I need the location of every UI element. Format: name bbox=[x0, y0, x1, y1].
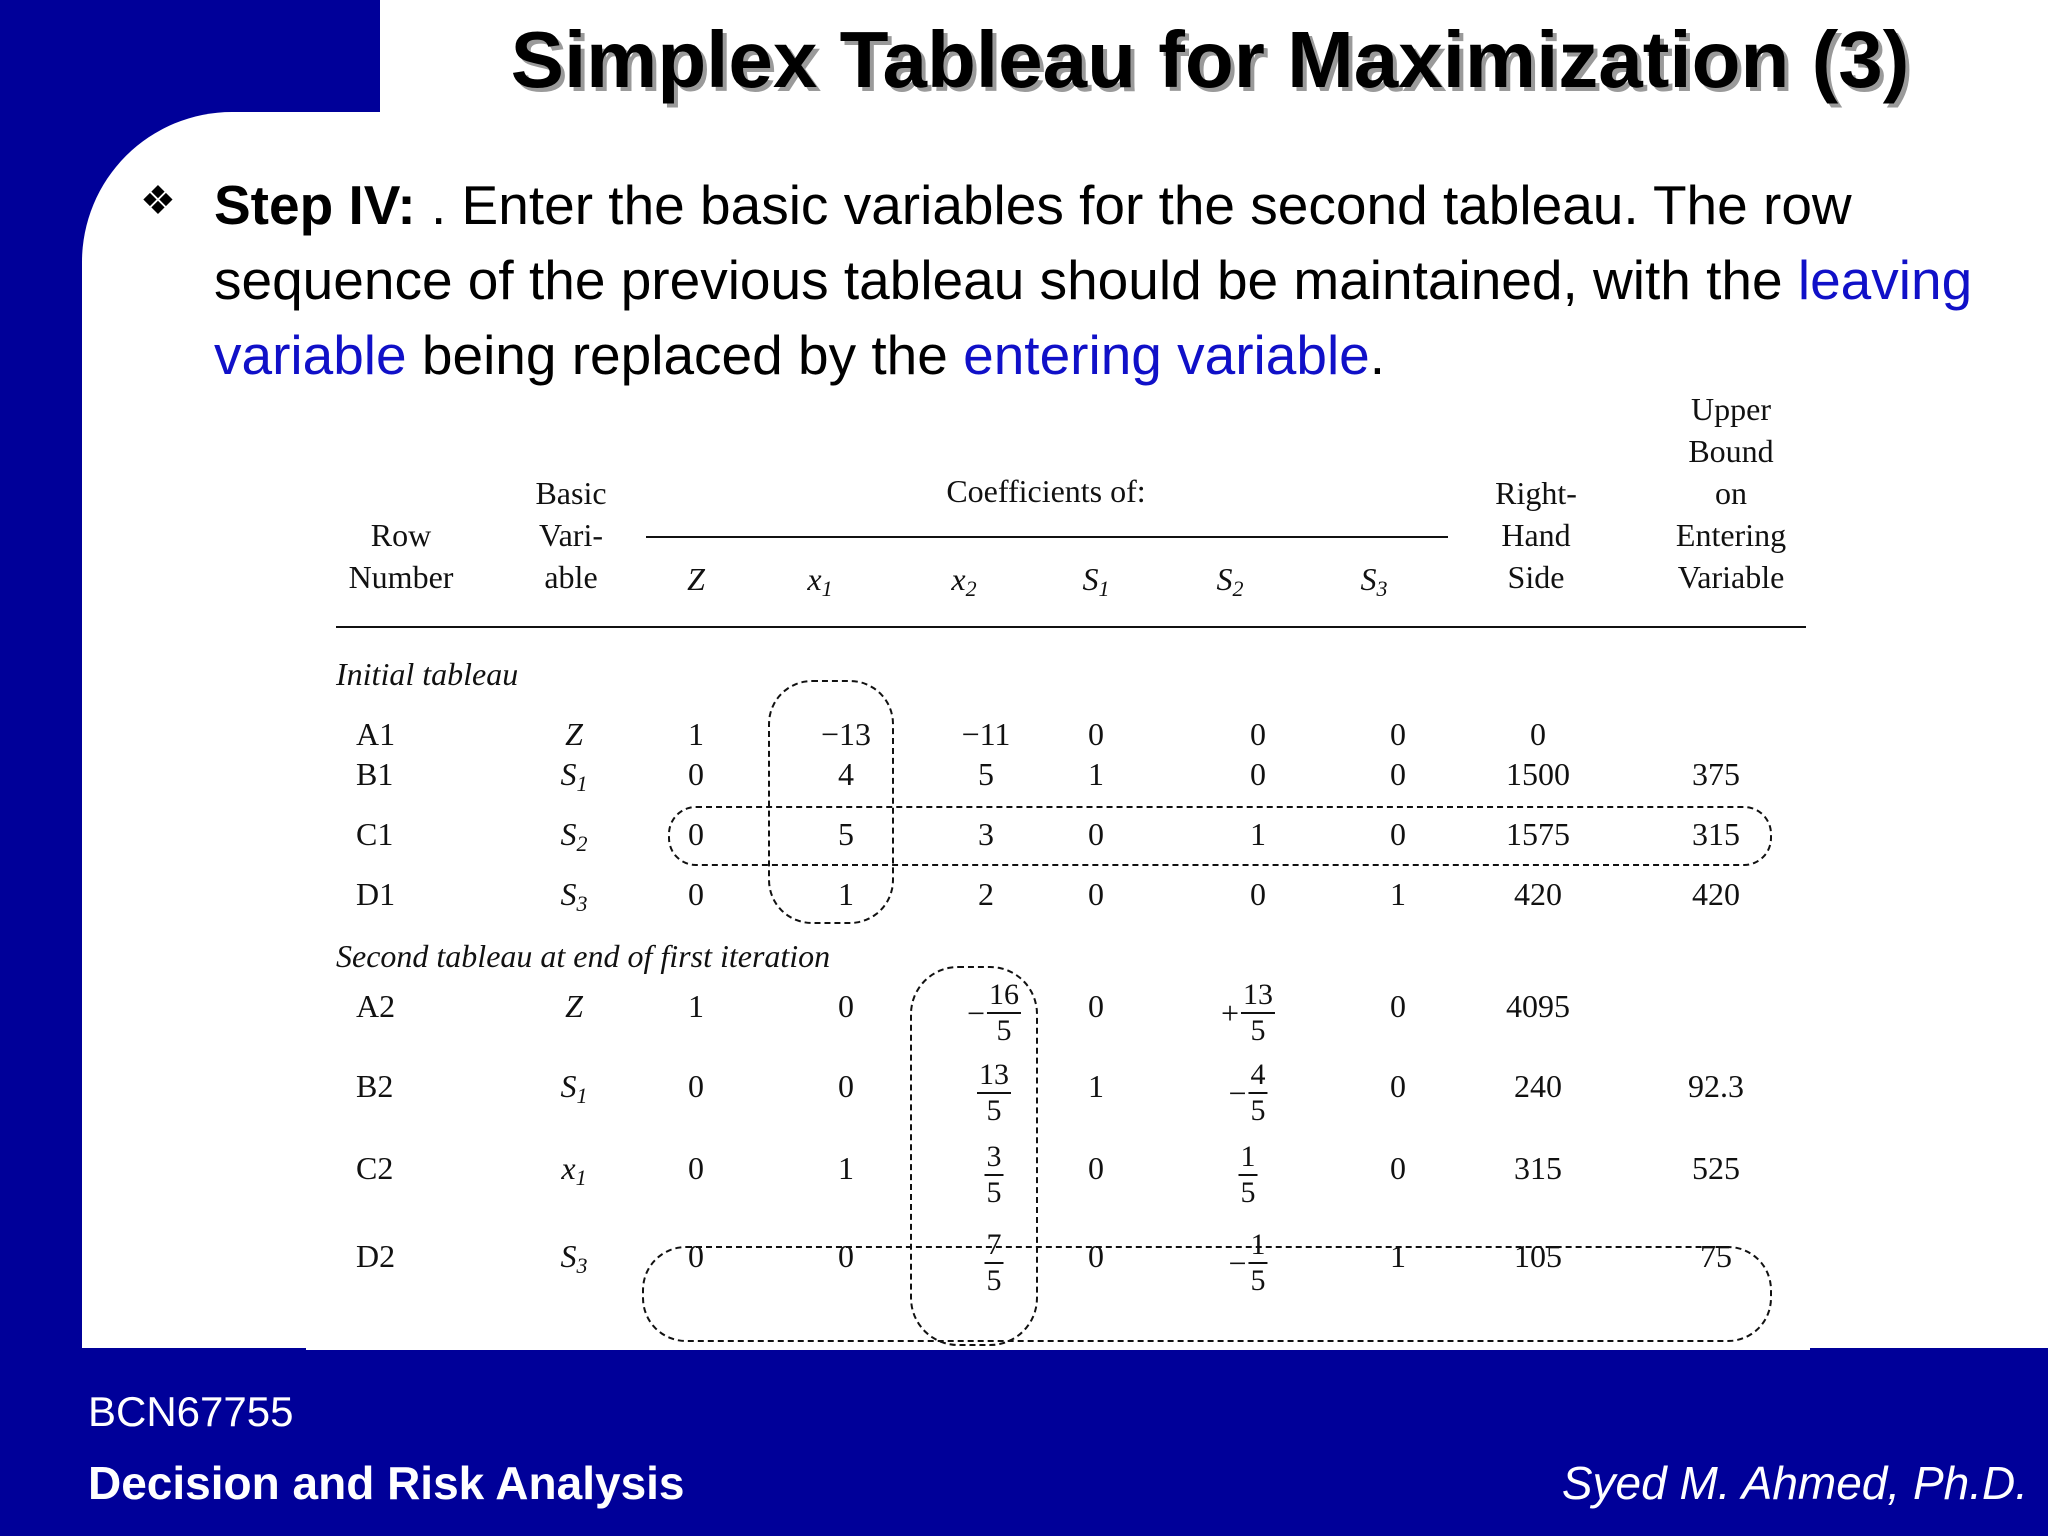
fraction-denominator: 5 bbox=[986, 1094, 1002, 1127]
header-s3-base: S bbox=[1360, 561, 1377, 597]
initial-row-2-s2: 0 bbox=[1250, 756, 1266, 792]
initial-row-3-s1: 0 bbox=[1088, 816, 1104, 852]
fraction-denominator: 5 bbox=[986, 1264, 1002, 1297]
header-ub-line2: Bound bbox=[1688, 433, 1774, 469]
second-row-2-basic bbox=[561, 1070, 588, 1107]
header-s1 bbox=[1083, 558, 1110, 610]
header-rhs-line2: Hand bbox=[1501, 517, 1571, 553]
bullet-text-1: . Enter the basic variables for the second tableau. The row sequence of the previous tableau should be maintained, with the bbox=[214, 174, 1852, 311]
fraction-numerator: 7 bbox=[985, 1230, 1004, 1264]
header-rhs-line1: Right- bbox=[1495, 475, 1577, 511]
second-row-2-number: B2 bbox=[356, 1068, 394, 1104]
initial-row-3-z: 0 bbox=[688, 816, 704, 852]
initial-row-4-s2: 0 bbox=[1250, 876, 1266, 912]
initial-row-1-x2: −11 bbox=[961, 716, 1011, 752]
fraction-numerator: 1 bbox=[1239, 1142, 1258, 1176]
header-s1-base: S bbox=[1082, 561, 1099, 597]
second-row-2-x1: 0 bbox=[838, 1068, 854, 1104]
initial-row-3-ub: 315 bbox=[1692, 816, 1740, 852]
basic-variable-subscript: 1 bbox=[576, 1083, 588, 1108]
initial-row-4-rhs: 420 bbox=[1514, 876, 1562, 912]
slide-title: Simplex Tableau for Maximization (3) bbox=[510, 15, 1910, 104]
header-ub-line5: Variable bbox=[1677, 559, 1785, 595]
header-row-number-line1: Row bbox=[370, 517, 432, 553]
initial-row-4-basic bbox=[561, 878, 588, 915]
fraction-numerator: 13 bbox=[1241, 980, 1275, 1014]
section-second-tableau: Second tableau at end of first iteration bbox=[336, 938, 831, 974]
header-z: Z bbox=[687, 561, 705, 597]
header-basic-line2: Vari- bbox=[539, 517, 603, 553]
header-ub-line1: Upper bbox=[1691, 391, 1771, 427]
initial-row-4-s1: 0 bbox=[1088, 876, 1104, 912]
initial-row-1-s1: 0 bbox=[1088, 716, 1104, 752]
header-right-hand-side bbox=[1495, 472, 1577, 598]
basic-variable-symbol: S bbox=[560, 1068, 577, 1104]
basic-variable-subscript: 1 bbox=[576, 771, 588, 796]
simplex-table bbox=[306, 391, 1810, 1350]
second-row-2-ub: 92.3 bbox=[1688, 1068, 1744, 1104]
header-basic-line1: Basic bbox=[535, 475, 607, 511]
header-ub-line4: Entering bbox=[1675, 517, 1787, 553]
header-s3-sub: 3 bbox=[1376, 576, 1388, 601]
second-row-2-s1: 1 bbox=[1088, 1068, 1104, 1104]
pivot-column-highlight bbox=[768, 680, 894, 924]
second-row-4-s3: 1 bbox=[1390, 1238, 1406, 1274]
header-s1-sub: 1 bbox=[1098, 576, 1110, 601]
second-row-1-s2 bbox=[1221, 980, 1275, 1046]
second-row-3-s1: 0 bbox=[1088, 1150, 1104, 1186]
fraction-denominator: 5 bbox=[1240, 1176, 1256, 1209]
basic-variable-symbol: S bbox=[560, 816, 577, 852]
second-row-3-rhs: 315 bbox=[1514, 1150, 1562, 1186]
initial-row-3-s3: 0 bbox=[1390, 816, 1406, 852]
second-row-1-s1: 0 bbox=[1088, 988, 1104, 1024]
initial-row-3-number: C1 bbox=[356, 816, 394, 852]
initial-row-4-x1: 1 bbox=[838, 876, 854, 912]
header-basic-variable bbox=[535, 472, 606, 598]
fraction-denominator: 5 bbox=[1250, 1094, 1266, 1127]
header-s2-sub: 2 bbox=[1232, 576, 1244, 601]
diamond-bullet-icon: ❖ bbox=[140, 179, 176, 223]
second-row-1-rhs: 4095 bbox=[1506, 988, 1570, 1024]
basic-variable-symbol: Z bbox=[565, 716, 583, 752]
second-row-2-s3: 0 bbox=[1390, 1068, 1406, 1104]
header-x1-sub: 1 bbox=[821, 576, 833, 601]
header-x2-base: x bbox=[951, 561, 966, 597]
initial-row-4-x2: 2 bbox=[978, 876, 994, 912]
initial-row-2-x2: 5 bbox=[978, 756, 994, 792]
initial-row-3-rhs: 1575 bbox=[1506, 816, 1570, 852]
course-name: Decision and Risk Analysis bbox=[88, 1457, 685, 1509]
header-row-number bbox=[349, 514, 454, 598]
basic-variable-symbol: S bbox=[560, 756, 577, 792]
initial-row-4-z: 0 bbox=[688, 876, 704, 912]
initial-row-2-ub: 375 bbox=[1692, 756, 1740, 792]
initial-row-4-ub: 420 bbox=[1692, 876, 1740, 912]
basic-variable-symbol: x bbox=[561, 1150, 576, 1186]
initial-row-2-rhs: 1500 bbox=[1506, 756, 1570, 792]
fraction-denominator: 5 bbox=[996, 1014, 1012, 1047]
fraction-numerator: 4 bbox=[1249, 1060, 1268, 1094]
initial-row-4-s3: 1 bbox=[1390, 876, 1406, 912]
second-row-1-s3: 0 bbox=[1390, 988, 1406, 1024]
initial-row-4-number: D1 bbox=[356, 876, 396, 912]
header-x2 bbox=[951, 558, 976, 610]
fraction-denominator: 5 bbox=[986, 1176, 1002, 1209]
basic-variable-subscript: 2 bbox=[576, 831, 588, 856]
fraction-numerator: 1 bbox=[1249, 1230, 1268, 1264]
initial-row-1-rhs: 0 bbox=[1530, 716, 1546, 752]
fraction-sign: − bbox=[1228, 1245, 1247, 1281]
header-coefficients: Coefficients of: bbox=[946, 473, 1146, 509]
coefficients-rule bbox=[646, 536, 1448, 538]
second-row-4-ub: 75 bbox=[1700, 1238, 1732, 1274]
initial-row-1-s2: 0 bbox=[1250, 716, 1266, 752]
header-rule bbox=[336, 626, 1806, 628]
basic-variable-symbol: S bbox=[560, 876, 577, 912]
fraction-denominator: 5 bbox=[1250, 1264, 1266, 1297]
entering-variable-highlight: entering variable bbox=[963, 324, 1370, 386]
author-name: Syed M. Ahmed, Ph.D. bbox=[1561, 1457, 2028, 1509]
header-basic-line3: able bbox=[544, 559, 598, 595]
second-row-4-rhs: 105 bbox=[1514, 1238, 1562, 1274]
second-row-3-number: C2 bbox=[356, 1150, 394, 1186]
leaving-variable-highlight: leaving variable bbox=[214, 249, 1973, 386]
header-x1-base: x bbox=[807, 561, 822, 597]
fraction-sign: − bbox=[966, 995, 986, 1031]
initial-row-2-s3: 0 bbox=[1390, 756, 1406, 792]
second-row-4-number: D2 bbox=[356, 1238, 396, 1274]
initial-row-1-z: 1 bbox=[688, 716, 704, 752]
pivot-row-highlight bbox=[668, 806, 1772, 866]
second-row-2-z: 0 bbox=[688, 1068, 704, 1104]
second-row-1-x1: 0 bbox=[838, 988, 854, 1024]
leaving-row-highlight bbox=[642, 1246, 1772, 1342]
section-initial-tableau: Initial tableau bbox=[336, 656, 519, 692]
initial-row-1-s3: 0 bbox=[1390, 716, 1406, 752]
fraction bbox=[1239, 1142, 1258, 1208]
second-row-3-ub: 525 bbox=[1692, 1150, 1740, 1186]
header-s2 bbox=[1217, 558, 1244, 610]
fraction-sign: + bbox=[1220, 995, 1240, 1031]
header-upper-bound bbox=[1676, 388, 1786, 598]
initial-row-2-z: 0 bbox=[688, 756, 704, 792]
fraction bbox=[1241, 980, 1275, 1046]
second-row-4-x1: 0 bbox=[838, 1238, 854, 1274]
fraction bbox=[1249, 1060, 1268, 1126]
bullet-text-2: being replaced by the bbox=[406, 324, 964, 386]
basic-variable-subscript: 3 bbox=[576, 1253, 588, 1278]
initial-row-3-s2: 1 bbox=[1250, 816, 1266, 852]
second-row-4-z: 0 bbox=[688, 1238, 704, 1274]
second-row-3-x1: 1 bbox=[838, 1150, 854, 1186]
initial-row-3-basic bbox=[561, 818, 588, 855]
header-s3 bbox=[1361, 558, 1388, 610]
initial-row-2-number: B1 bbox=[356, 756, 394, 792]
second-row-4-basic bbox=[561, 1240, 588, 1277]
header-rhs-line3: Side bbox=[1507, 559, 1565, 595]
second-row-3-basic bbox=[561, 1152, 586, 1189]
initial-row-2-basic bbox=[561, 758, 588, 795]
initial-row-1-basic bbox=[565, 718, 583, 750]
fraction-numerator: 3 bbox=[985, 1142, 1004, 1176]
header-ub-line3: on bbox=[1715, 475, 1747, 511]
basic-variable-symbol: S bbox=[560, 1238, 577, 1274]
initial-row-1-x1: −13 bbox=[820, 716, 872, 752]
initial-row-3-x2: 3 bbox=[978, 816, 994, 852]
header-row-number-line2: Number bbox=[348, 559, 454, 595]
second-row-1-number: A2 bbox=[356, 988, 396, 1024]
header-x2-sub: 2 bbox=[965, 576, 977, 601]
fraction-sign: − bbox=[1228, 1075, 1247, 1111]
header-s2-base: S bbox=[1216, 561, 1233, 597]
fraction-numerator: 13 bbox=[977, 1060, 1011, 1094]
initial-row-2-s1: 1 bbox=[1088, 756, 1104, 792]
second-row-3-s3: 0 bbox=[1390, 1150, 1406, 1186]
second-row-4-s1: 0 bbox=[1088, 1238, 1104, 1274]
second-row-3-s2 bbox=[1239, 1142, 1258, 1208]
second-row-1-z: 1 bbox=[688, 988, 704, 1024]
second-row-2-s2 bbox=[1228, 1060, 1267, 1126]
fraction-numerator: 16 bbox=[987, 980, 1021, 1014]
initial-row-2-x1: 4 bbox=[838, 756, 854, 792]
basic-variable-subscript: 3 bbox=[576, 891, 588, 916]
fraction-denominator: 5 bbox=[1250, 1014, 1266, 1047]
bullet-text bbox=[214, 168, 2014, 393]
initial-row-3-x1: 5 bbox=[838, 816, 854, 852]
second-row-1-basic bbox=[565, 990, 583, 1022]
second-row-2-rhs: 240 bbox=[1514, 1068, 1562, 1104]
course-code: BCN67755 bbox=[88, 1388, 294, 1435]
basic-variable-subscript: 1 bbox=[575, 1165, 587, 1190]
second-row-3-z: 0 bbox=[688, 1150, 704, 1186]
bullet-lead: Step IV: bbox=[214, 174, 416, 236]
initial-row-1-number: A1 bbox=[356, 716, 396, 752]
header-x1 bbox=[807, 558, 832, 610]
basic-variable-symbol: Z bbox=[565, 988, 583, 1024]
bullet-text-3: . bbox=[1369, 324, 1386, 386]
